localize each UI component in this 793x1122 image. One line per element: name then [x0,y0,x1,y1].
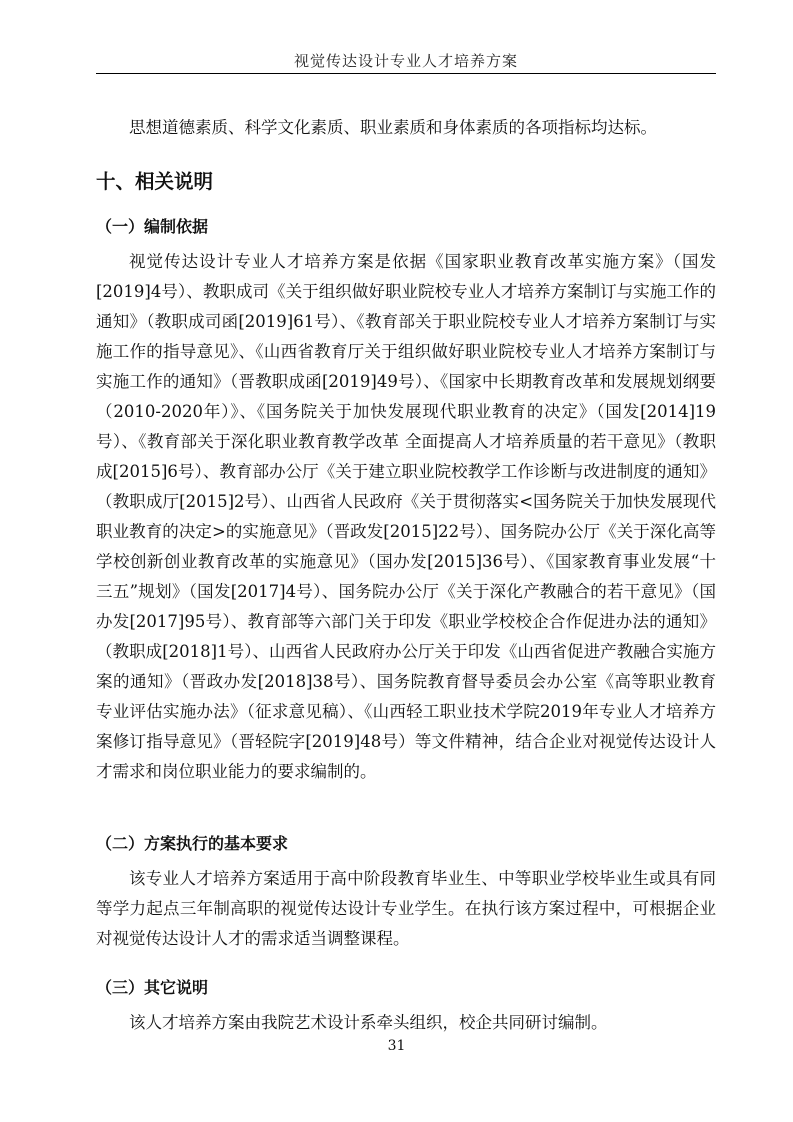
header-rule [96,73,716,74]
subsection-heading-requirements: （二）方案执行的基本要求 [96,834,289,853]
subsection-heading-basis: （一）编制依据 [96,217,209,236]
section-heading: 十、相关说明 [96,170,214,193]
subsection-heading-other: （三）其它说明 [96,978,209,997]
running-header: 视觉传达设计专业人才培养方案 [293,52,518,70]
basis-paragraph: 视觉传达设计专业人才培养方案是依据《国家职业教育改革实施方案》（国发[2019]4号）、教职成司《关于组织做好职业院校专业人才培养方案制订与实施工作的通知》（教职成司函[2019]61号）、《教育部关于职业院校专业人才培养方案制订与实施工作的指导意见》、《山西省教育厅关于组织做好职业院校专业人才培养方案制订与实施工作的通知》（晋教职成函[2019]49号）、《国家中长期教育改革和发展规划纲要（2010-2020年）》、《国务院关于加快发展现代职业教育的决定》（国发[2014]19号）、《教育部关于深化职业教育教学改革 全面提高人才培养质量的若干意见》（教职成[2015]6号）、教育部办公厅《关于建立职业院校教学工作诊断与改进制度的通知》（教职成厅[2015]2号）、山西省人民政府《关于贯彻落实<国务院关于加快发展现代职业教育的决定>的实施意见》（晋政发[2015]22号）、国务院办公厅《关于深化高等学校创新创业教育改革的实施意见》（国办发[2015]36号）、《国家教育事业发展“十三五”规划》（国发[2017]4号）、国务院办公厅《关于深化产教融合的若干意见》（国办发[2017]95号）、教育部等六部门关于印发《职业学校校企合作促进办法的通知》（教职成[2018]1号）、山西省人民政府办公厅关于印发《山西省促进产教融合实施方案的通知》（晋政办发[2018]38号）、国务院教育督导委员会办公室《高等职业教育专业评估实施办法》（征求意见稿）、《山西轻工职业技术学院2019年专业人才培养方案修订指导意见》（晋轻院字[2019]48号）等文件精神，结合企业对视觉传达设计人才需求和岗位职业能力的要求编制的。 [96,252,716,781]
page-number: 31 [387,1038,406,1054]
other-paragraph: 该人才培养方案由我院艺术设计系牵头组织，校企共同研讨编制。 [129,1013,608,1032]
intro-paragraph: 思想道德素质、科学文化素质、职业素质和身体素质的各项指标均达标。 [129,118,657,137]
requirements-paragraph: 该专业人才培养方案适用于高中阶段教育毕业生、中等职业学校毕业生或具有同等学力起点三年制高职的视觉传达设计专业学生。在执行该方案过程中，可根据企业对视觉传达设计人才的需求适当调整课程。 [96,869,716,948]
